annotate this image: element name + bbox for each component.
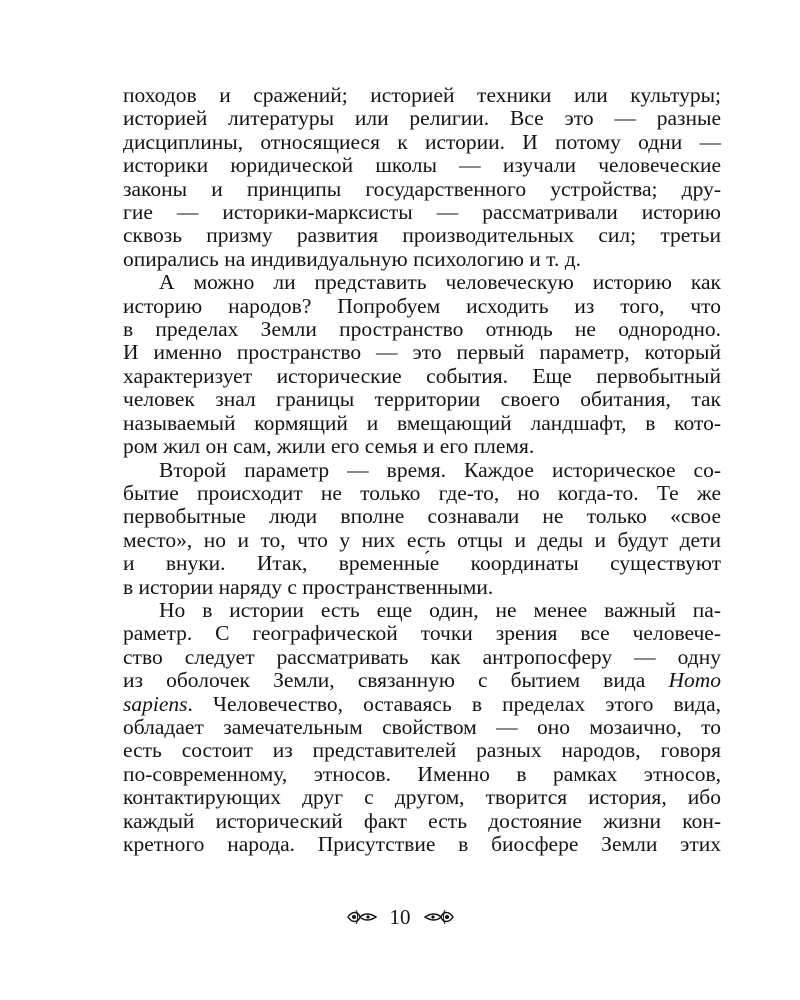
text-line: и внуки. Итак, временны́е координаты существуют <box>123 551 721 576</box>
paragraph-4 <box>123 599 721 856</box>
paragraph-3 <box>123 459 721 599</box>
page-text <box>123 84 721 856</box>
text-line: Второй параметр — время. Каждое историческое со- <box>159 457 721 482</box>
text-line: контактирующих друг с другом, творится история, ибо <box>123 785 721 810</box>
text-line: бытие происходит не только где-то, но когда-то. Те же <box>123 480 721 505</box>
text-line: Но в истории есть еще один, не менее важный па- <box>159 597 721 622</box>
text-line: место», но и то, что у них есть отцы и деды и будут дети <box>123 527 721 552</box>
paragraph-2 <box>123 271 721 458</box>
text-line: историки юридической школы — изучали человеческие <box>123 153 721 178</box>
text-line: историю народов? Попробуем исходить из того, что <box>123 293 721 318</box>
text-line: раметр. С географической точки зрения все человече- <box>123 621 721 646</box>
text-line <box>123 669 721 692</box>
text-line: опирались на индивидуальную психологию и т. д. <box>123 246 582 271</box>
page-number: 10 <box>389 905 411 929</box>
text-line: А можно ли представить человеческую историю как <box>159 270 721 295</box>
text-line: в пределах Земли пространство отнюдь не однородно. <box>123 317 721 342</box>
italic-term: Homo <box>668 668 721 693</box>
text-line: походов и сражений; историей техники или культуры; <box>123 83 721 107</box>
text-line: называемый кормящий и вмещающий ландшафт, в кото- <box>123 410 721 435</box>
text-line: характеризует исторические события. Еще первобытный <box>123 363 721 388</box>
text-line: обладает замечательным свойством — оно мозаично, то <box>123 714 721 739</box>
page-footer <box>0 905 800 929</box>
text-line: законы и принципы государственного устройства; дру- <box>123 176 721 201</box>
text-line: по-современному, этносов. Именно в рамках этносов, <box>123 761 721 786</box>
text-line: гие — историки-марксисты — рассматривали историю <box>123 200 721 225</box>
text-line: первобытные люди вполне сознавали не только «свое <box>123 504 721 529</box>
text-line: есть состоит из представителей разных народов, говоря <box>123 738 721 763</box>
fleuron-right-icon <box>423 907 455 927</box>
text-line <box>123 693 721 716</box>
paragraph-1 <box>123 84 721 271</box>
text-line: сквозь призму развития производительных сил; третьи <box>123 223 721 248</box>
text-line: каждый исторический факт есть достояние жизни кон- <box>123 808 721 833</box>
text-line: кретного народа. Присутствие в биосфере Земли этих <box>123 832 721 856</box>
text-line: ство следует рассматривать как антропосферу — одну <box>123 644 721 669</box>
text-line: И именно пространство — это первый параметр, который <box>123 340 721 365</box>
text-segment: Человечество, оставаясь в пределах этого вида, <box>212 691 721 716</box>
text-line: ром жил он сам, жили его семья и его племя. <box>123 434 535 459</box>
text-line: в истории наряду с пространственными. <box>123 574 494 599</box>
italic-term: sapiens <box>123 691 188 716</box>
fleuron-left-icon <box>346 907 378 927</box>
text-segment: из оболочек Земли, связанную с бытием вида <box>123 668 669 693</box>
text-line: историей литературы или религии. Все это — разные <box>123 106 721 131</box>
text-line: дисциплины, относящиеся к истории. И потому одни — <box>123 129 721 154</box>
text-segment: . <box>187 691 213 716</box>
text-line: человек знал границы территории своего обитания, так <box>123 387 721 412</box>
